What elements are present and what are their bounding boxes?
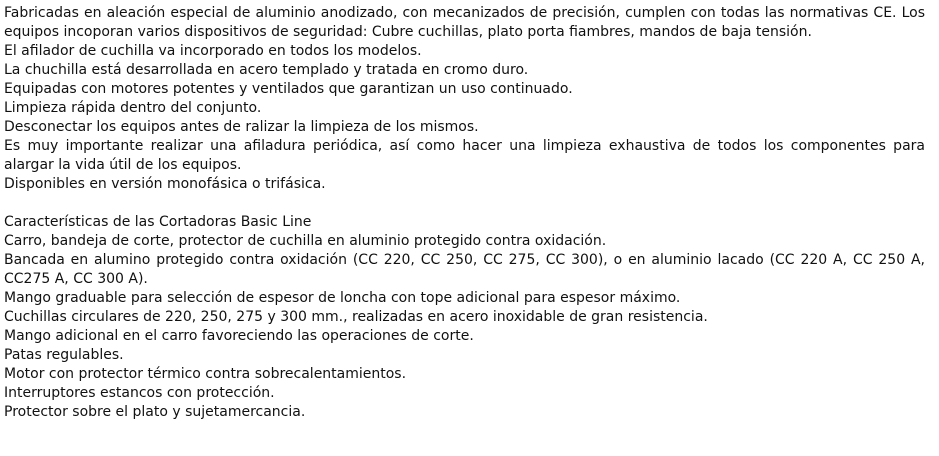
features-heading: Características de las Cortadoras Basic Line [4,214,312,230]
feature-item: Interruptores estancos con protección. [4,385,275,401]
feature-item: Motor con protector térmico contra sobrecalentamientos. [4,366,407,382]
intro-paragraph-sharpener: El afilador de cuchilla va incorporado en todos los modelos. [4,43,422,59]
intro-paragraph-construction: Fabricadas en aleación especial de aluminio anodizado, con mecanizados de precisión, cumplen con todas las normativas CE. Los equipos incoporan varios dispositivos de seguridad: Cubre cuchillas, plato porta fiambres, mandos de baja tensión. [4,5,925,40]
section-spacer [4,194,925,213]
feature-item: Carro, bandeja de corte, protector de cuchilla en aluminio protegido contra oxidación. [4,233,607,249]
feature-item: Patas regulables. [4,347,124,363]
intro-paragraph-versions: Disponibles en versión monofásica o trifásica. [4,176,326,192]
intro-paragraph-blade: La chuchilla está desarrollada en acero templado y tratada en cromo duro. [4,62,529,78]
feature-item: Mango graduable para selección de espesor de loncha con tope adicional para espesor máximo. [4,290,681,306]
feature-item: Mango adicional en el carro favoreciendo las operaciones de corte. [4,328,474,344]
feature-item: Bancada en alumino protegido contra oxidación (CC 220, CC 250, CC 275, CC 300), o en aluminio lacado (CC 220 A, CC 250 A, CC275 A, CC 300 A). [4,252,925,287]
intro-paragraph-disconnect: Desconectar los equipos antes de ralizar la limpieza de los mismos. [4,119,479,135]
intro-paragraph-motors: Equipadas con motores potentes y ventilados que garantizan un uso continuado. [4,81,573,97]
intro-paragraph-maintenance: Es muy importante realizar una afiladura periódica, así como hacer una limpieza exhaustiva de todos los componentes para alargar la vida útil de los equipos. [4,138,925,173]
feature-item: Cuchillas circulares de 220, 250, 275 y 300 mm., realizadas en acero inoxidable de gran resistencia. [4,309,708,325]
intro-paragraph-cleaning: Limpieza rápida dentro del conjunto. [4,100,262,116]
product-description-document [4,4,925,422]
feature-item: Protector sobre el plato y sujetamercancia. [4,404,306,420]
